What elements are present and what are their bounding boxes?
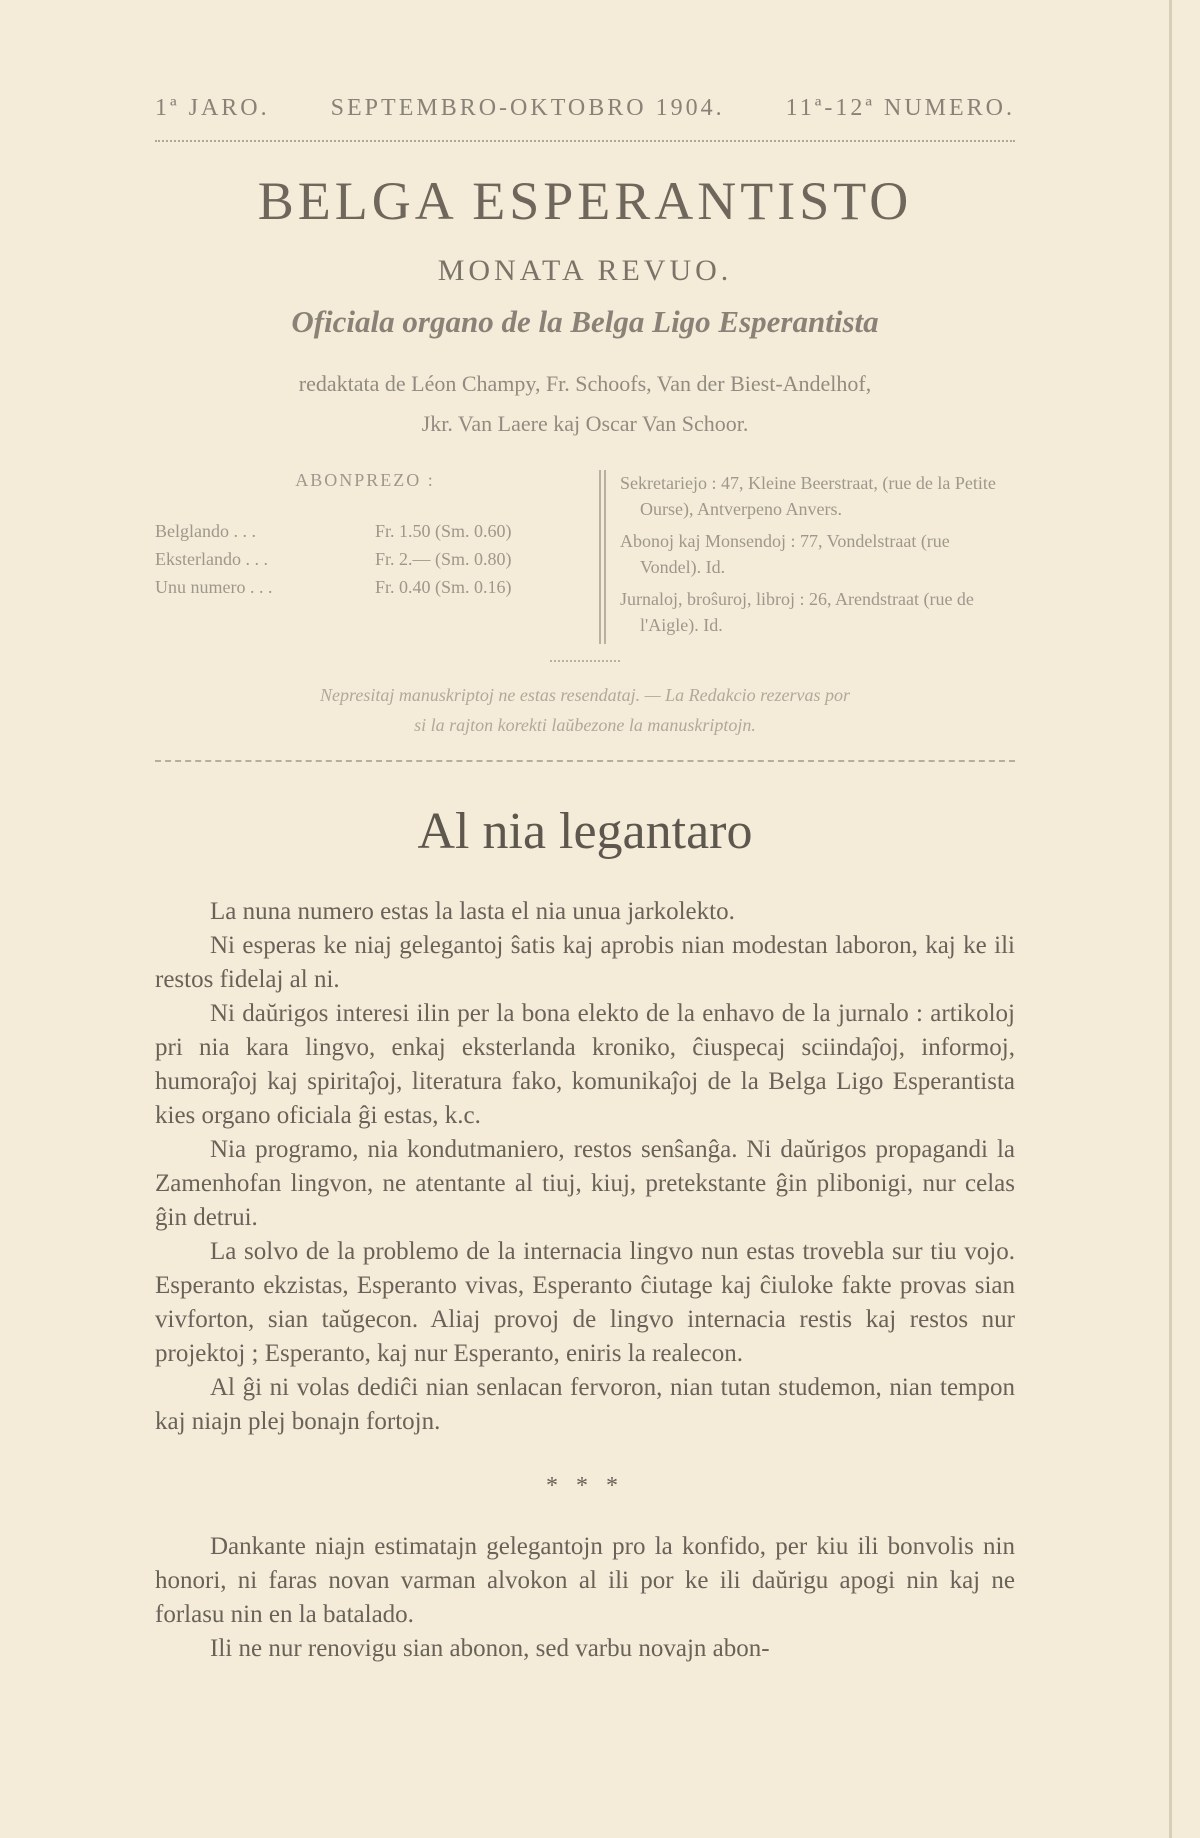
editorial-notice: [155, 680, 1015, 740]
publication-title: BELGA ESPERANTISTO: [257, 171, 913, 231]
page-edge: [1169, 0, 1172, 1838]
price-country: Unu numero . . .: [155, 577, 273, 597]
address-entry: Jurnaloj, broŝuroj, libroj : 26, Arendstraat (rue de l'Aigle). Id.: [620, 589, 974, 635]
price-value: Fr. 1.50 (Sm. 0.60): [375, 521, 512, 541]
article-paragraph: Ni esperas ke niaj gelegantoj ŝatis kaj aprobis nian modestan laboron, kaj ke ili restos fidelaj al ni.: [155, 932, 1015, 993]
price-country: Eksterlando . . .: [155, 549, 268, 569]
issue-header: [155, 95, 1015, 122]
notice-line: Nepresitaj manuskriptoj ne estas resendataj. — La Redakcio rezervas por: [320, 685, 850, 705]
article-paragraph: Ni daŭrigos interesi ilin per la bona elekto de la enhavo de la jurnalo : artikoloj pri nia kara lingvo, enkaj eksterlanda kroniko, ĉiuspecaj sciindaĵoj, informoj, humoraĵoj kaj spiritaĵoj, literatura fako, komunikaĵoj de la Belga Ligo Esperantista kies organo oficiala ĝi estas, k.c.: [155, 1000, 1015, 1129]
address-entry: Sekretariejo : 47, Kleine Beerstraat, (rue de la Petite Ourse), Antverpeno Anvers.: [620, 473, 996, 519]
closing-paragraph: Ili ne nur renovigu sian abonon, sed varbu novajn abon-: [210, 1635, 770, 1662]
volume-label: 1ª JARO.: [155, 95, 270, 121]
header-rule: [155, 140, 1015, 142]
editors-block: [155, 364, 1015, 444]
editors-line: Jkr. Van Laere kaj Oscar Van Schoor.: [421, 411, 749, 436]
section-rule: [155, 760, 1015, 762]
article-paragraph: Al ĝi ni volas dediĉi nian senlacan fervoron, nian tutan studemon, nian tempon kaj niajn plej bonajn fortojn.: [155, 1374, 1015, 1435]
price-row: [155, 517, 575, 545]
newspaper-page: [155, 95, 1015, 1666]
article-paragraph: La nuna numero estas la lasta el nia unua jarkolekto.: [210, 898, 735, 925]
address-entry: Abonoj kaj Monsendoj : 77, Vondelstraat (rue Vondel). Id.: [620, 531, 950, 577]
short-rule: [550, 660, 620, 662]
issue-date: SEPTEMBRO-OKTOBRO 1904.: [330, 95, 725, 121]
editors-line: redaktata de Léon Champy, Fr. Schoofs, Van der Biest-Andelhof,: [298, 371, 872, 396]
issue-number: 11ª-12ª NUMERO.: [785, 95, 1015, 121]
subscription-addresses: [620, 470, 1015, 644]
article-paragraph: Nia programo, nia kondutmaniero, restos senŝanĝa. Ni daŭrigos propagandi la Zamenhofan lingvon, ne atentante al tiuj, kiuj, pretekstante ĝin plibonigi, nur celas ĝin detrui.: [155, 1136, 1015, 1231]
closing-paragraph: Dankante niajn estimatajn gelegantojn pro la konfido, per kiu ili bonvolis nin honori, ni faras novan varman alvokon al ili por ke ili daŭrigu apogi nin kaj ne forlasu nin en la batalado.: [155, 1533, 1015, 1628]
price-value: Fr. 2.— (Sm. 0.80): [375, 549, 512, 569]
article-body: [155, 895, 1015, 1439]
publication-subtitle: MONATA REVUO.: [437, 254, 733, 287]
article-paragraph: La solvo de la problemo de la internacia lingvo nun estas trovebla sur tiu vojo. Esperanto ekzistas, Esperanto vivas, Esperanto ĉiutage kaj ĉiuloke fakte provas sian vivforton, sian taŭgecon. Aliaj provoj de lingvo internacia restis kaj restos nur projektoj ; Esperanto, kaj nur Esperanto, eniris la realecon.: [155, 1238, 1015, 1367]
article-title: Al nia legantaro: [417, 803, 753, 860]
price-country: Belglando . . .: [155, 521, 256, 541]
subscription-prices: [155, 470, 585, 644]
notice-line: si la rajton korekti laŭbezone la manuskriptojn.: [414, 715, 756, 735]
column-divider: [599, 470, 606, 644]
publication-organ-line: Oficiala organo de la Belga Ligo Esperantista: [291, 304, 879, 339]
price-value: Fr. 0.40 (Sm. 0.16): [375, 577, 512, 597]
article-closing: [155, 1530, 1015, 1666]
price-row: [155, 545, 575, 573]
subscription-block: [155, 470, 1015, 644]
subscription-heading: ABONPREZO :: [295, 470, 435, 490]
price-row: [155, 573, 575, 601]
section-separator: * * *: [546, 1473, 624, 1499]
